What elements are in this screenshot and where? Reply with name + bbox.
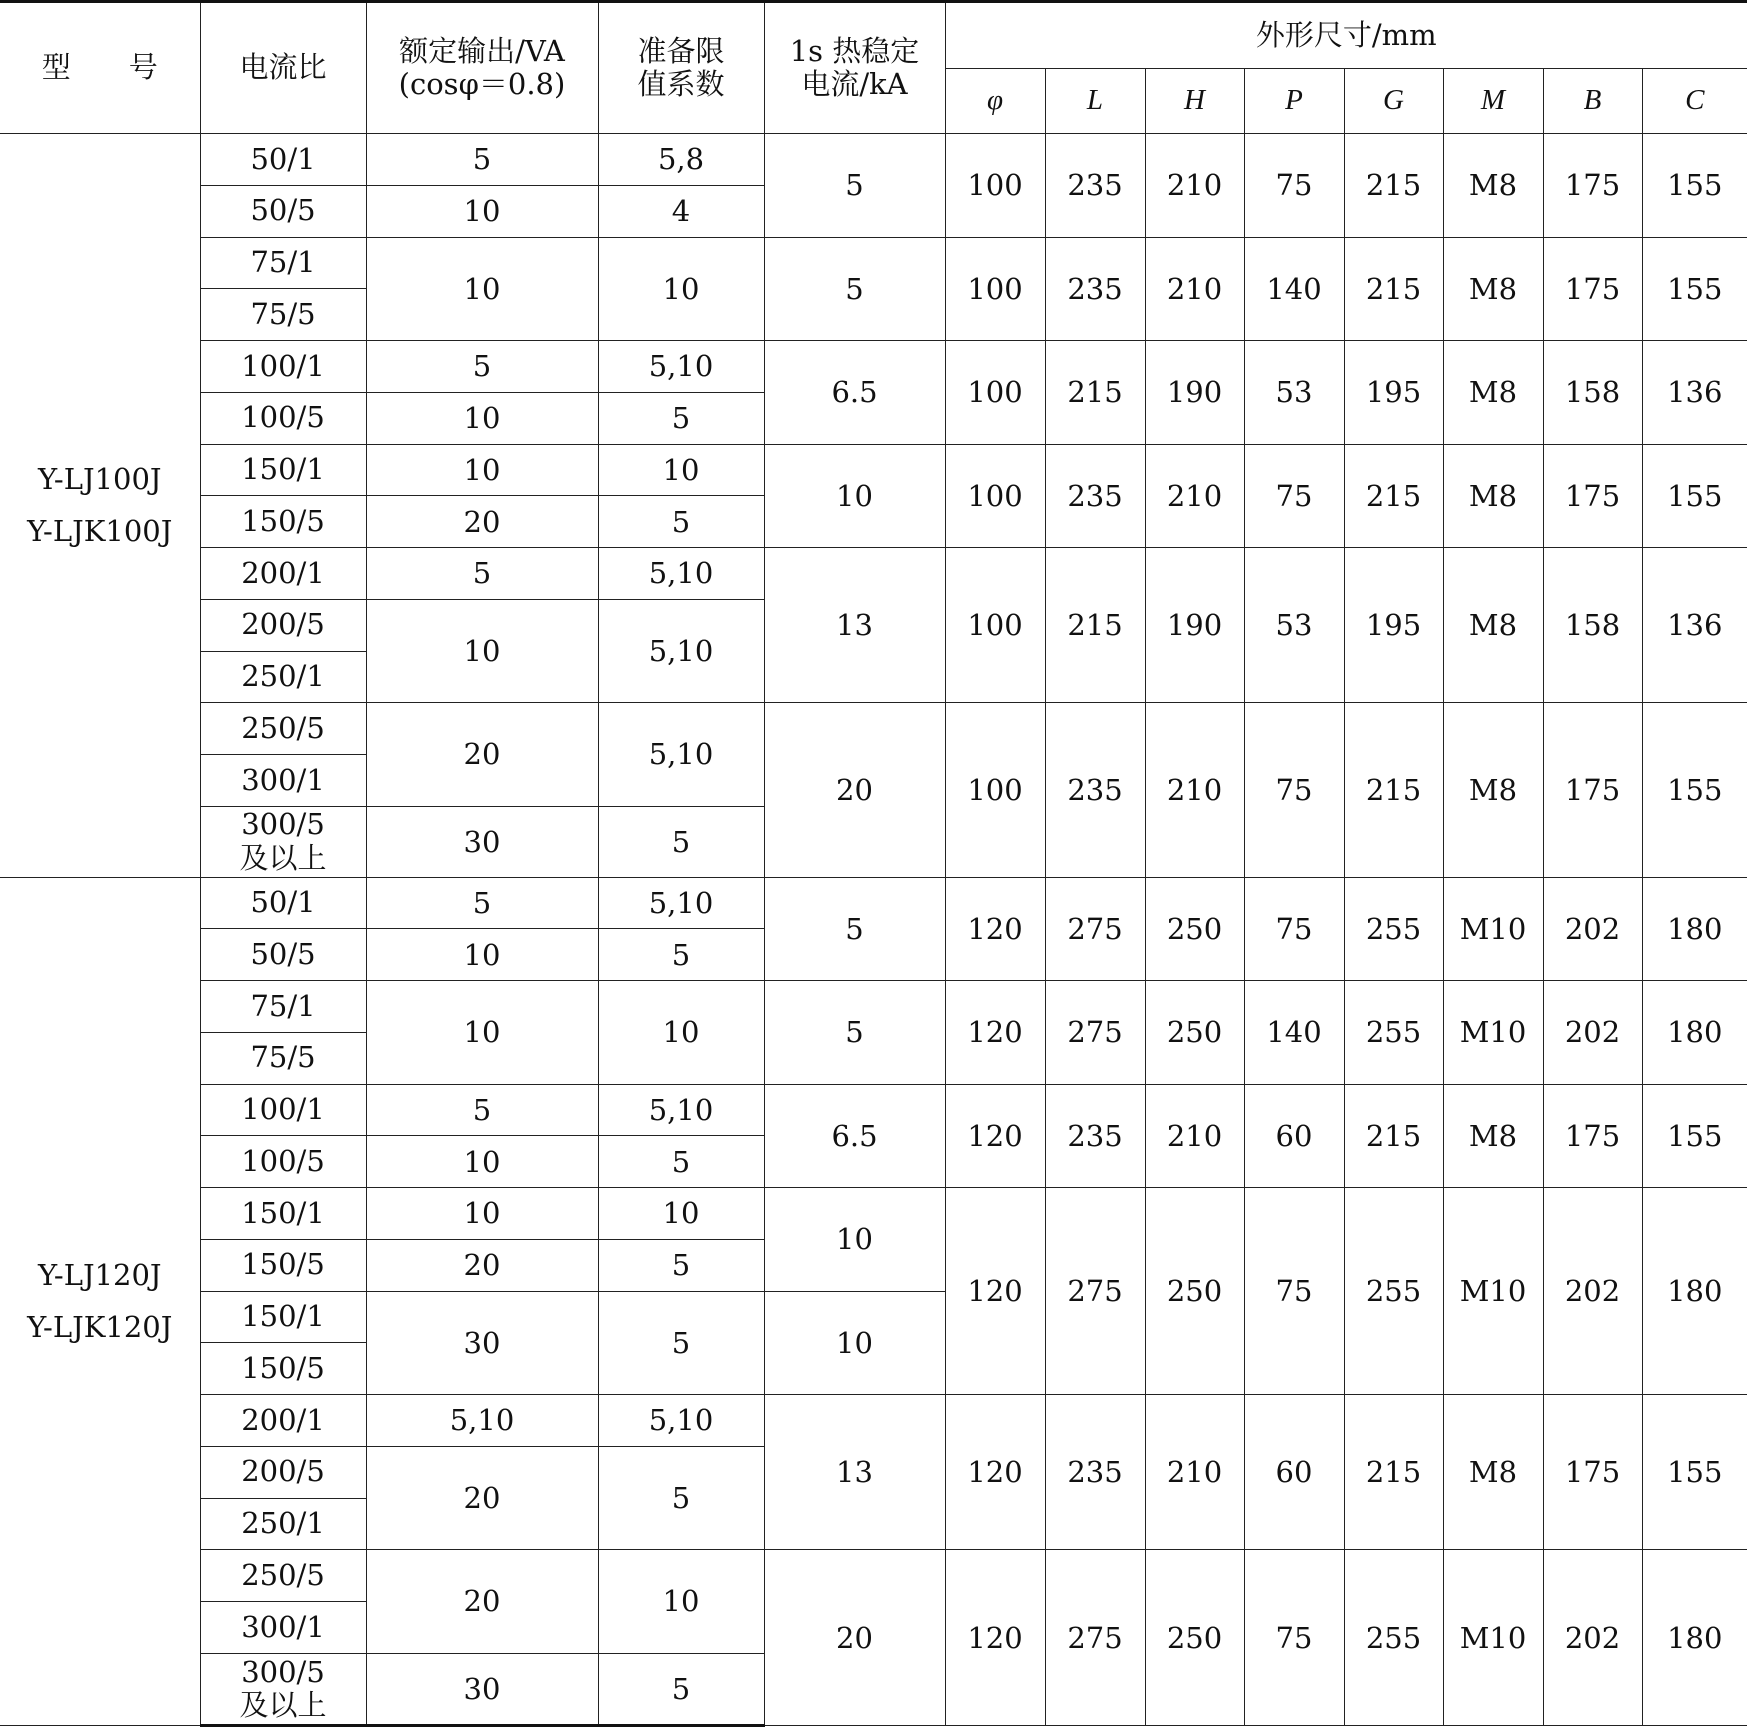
dim-m-cell: M8 xyxy=(1443,134,1543,238)
table-row xyxy=(0,341,1747,393)
dim-l-cell: 275 xyxy=(1045,1188,1145,1395)
rated-output-cell: 10 xyxy=(366,929,598,981)
accuracy-limit-cell: 5,10 xyxy=(598,877,764,929)
dim-phi-cell: 120 xyxy=(945,1550,1045,1726)
ratio-cell: 50/1 xyxy=(200,134,366,186)
dim-b-cell: 158 xyxy=(1543,548,1642,703)
rated-output-cell: 20 xyxy=(366,703,598,807)
ratio-cell: 150/1 xyxy=(200,444,366,496)
table-row xyxy=(0,1084,1747,1136)
dim-h-cell: 210 xyxy=(1145,134,1244,238)
ratio-cell: 300/5 及以上 xyxy=(200,1653,366,1725)
table-row xyxy=(0,1395,1747,1447)
dim-l-cell: 235 xyxy=(1045,134,1145,238)
rated-output-cell: 10 xyxy=(366,981,598,1085)
dim-b-cell: 175 xyxy=(1543,237,1642,341)
dim-g-cell: 215 xyxy=(1344,237,1443,341)
table-body xyxy=(0,134,1747,1726)
accuracy-limit-cell: 5 xyxy=(598,1446,764,1550)
dim-g-cell: 215 xyxy=(1344,1395,1443,1550)
rated-output-cell: 20 xyxy=(366,1446,598,1550)
ratio-cell: 150/1 xyxy=(200,1188,366,1240)
ratio-cell: 150/5 xyxy=(200,1239,366,1291)
rated-output-cell: 5 xyxy=(366,134,598,186)
dim-p-cell: 53 xyxy=(1244,341,1344,445)
table-row xyxy=(0,877,1747,929)
table-row xyxy=(0,1188,1747,1240)
ratio-cell: 200/5 xyxy=(200,599,366,651)
thermal-current-cell: 5 xyxy=(764,237,945,341)
dim-h-cell: 210 xyxy=(1145,444,1244,548)
dim-m-cell: M8 xyxy=(1443,341,1543,445)
dim-m-cell: M10 xyxy=(1443,1550,1543,1726)
ratio-cell: 100/1 xyxy=(200,1084,366,1136)
dim-h-cell: 250 xyxy=(1145,981,1244,1085)
dim-l-cell: 215 xyxy=(1045,548,1145,703)
dim-h-cell: 210 xyxy=(1145,237,1244,341)
rated-output-cell: 10 xyxy=(366,1188,598,1240)
rated-output-cell: 10 xyxy=(366,444,598,496)
ratio-cell: 100/1 xyxy=(200,341,366,393)
dim-b-cell: 202 xyxy=(1543,1550,1642,1726)
model-cell: Y-LJ100J Y-LJK100J xyxy=(0,134,200,878)
dim-l-cell: 235 xyxy=(1045,1084,1145,1188)
thermal-current-cell: 13 xyxy=(764,548,945,703)
accuracy-limit-cell: 5,10 xyxy=(598,703,764,807)
accuracy-limit-cell: 5 xyxy=(598,392,764,444)
dim-phi-cell: 100 xyxy=(945,237,1045,341)
table-row xyxy=(0,134,1747,186)
ratio-cell: 150/1 xyxy=(200,1291,366,1343)
rated-output-cell: 5 xyxy=(366,1084,598,1136)
dim-b-cell: 202 xyxy=(1543,981,1642,1085)
dim-h-cell: 250 xyxy=(1145,1188,1244,1395)
dim-c-cell: 180 xyxy=(1642,1188,1747,1395)
header-dim-l: L xyxy=(1045,69,1145,134)
thermal-current-cell: 13 xyxy=(764,1395,945,1550)
header-rated-output: 额定输出/VA (cosφ＝0.8) xyxy=(366,2,598,134)
ratio-cell: 75/1 xyxy=(200,981,366,1033)
dim-b-cell: 202 xyxy=(1543,877,1642,981)
dim-p-cell: 75 xyxy=(1244,444,1344,548)
ratio-cell: 250/1 xyxy=(200,1498,366,1550)
dim-m-cell: M8 xyxy=(1443,703,1543,877)
dim-p-cell: 75 xyxy=(1244,703,1344,877)
accuracy-limit-cell: 5,10 xyxy=(598,341,764,393)
dim-l-cell: 235 xyxy=(1045,237,1145,341)
dim-m-cell: M8 xyxy=(1443,1084,1543,1188)
thermal-current-cell: 20 xyxy=(764,703,945,877)
thermal-current-cell: 6.5 xyxy=(764,1084,945,1188)
header-dim-c: C xyxy=(1642,69,1747,134)
rated-output-cell: 10 xyxy=(366,599,598,703)
dim-p-cell: 60 xyxy=(1244,1395,1344,1550)
accuracy-limit-cell: 10 xyxy=(598,1188,764,1240)
dim-c-cell: 155 xyxy=(1642,1395,1747,1550)
dim-c-cell: 155 xyxy=(1642,1084,1747,1188)
dim-l-cell: 215 xyxy=(1045,341,1145,445)
accuracy-limit-cell: 4 xyxy=(598,185,764,237)
dim-l-cell: 275 xyxy=(1045,1550,1145,1726)
dim-p-cell: 75 xyxy=(1244,134,1344,238)
ratio-cell: 250/5 xyxy=(200,1550,366,1602)
dim-phi-cell: 100 xyxy=(945,703,1045,877)
dim-phi-cell: 100 xyxy=(945,548,1045,703)
header-model: 型 号 xyxy=(0,2,200,134)
dim-p-cell: 140 xyxy=(1244,237,1344,341)
dim-g-cell: 255 xyxy=(1344,981,1443,1085)
accuracy-limit-cell: 10 xyxy=(598,1550,764,1654)
dim-b-cell: 175 xyxy=(1543,1084,1642,1188)
rated-output-cell: 20 xyxy=(366,1550,598,1654)
model-cell: Y-LJ120J Y-LJK120J xyxy=(0,877,200,1725)
rated-output-cell: 5 xyxy=(366,877,598,929)
accuracy-limit-cell: 5,10 xyxy=(598,599,764,703)
header-thermal-current: 1s 热稳定 电流/kA xyxy=(764,2,945,134)
dim-c-cell: 155 xyxy=(1642,703,1747,877)
thermal-current-cell: 10 xyxy=(764,1291,945,1395)
ratio-cell: 50/1 xyxy=(200,877,366,929)
ratio-cell: 75/5 xyxy=(200,1032,366,1084)
dim-g-cell: 215 xyxy=(1344,444,1443,548)
dim-h-cell: 190 xyxy=(1145,548,1244,703)
accuracy-limit-cell: 5 xyxy=(598,1239,764,1291)
dim-b-cell: 202 xyxy=(1543,1188,1642,1395)
dim-p-cell: 53 xyxy=(1244,548,1344,703)
rated-output-cell: 10 xyxy=(366,185,598,237)
dim-m-cell: M8 xyxy=(1443,237,1543,341)
dim-c-cell: 155 xyxy=(1642,134,1747,238)
ratio-cell: 150/5 xyxy=(200,1343,366,1395)
table-row xyxy=(0,981,1747,1033)
dim-p-cell: 140 xyxy=(1244,981,1344,1085)
thermal-current-cell: 20 xyxy=(764,1550,945,1726)
dim-c-cell: 155 xyxy=(1642,237,1747,341)
dim-l-cell: 235 xyxy=(1045,703,1145,877)
ratio-cell: 200/1 xyxy=(200,1395,366,1447)
accuracy-limit-cell: 5,10 xyxy=(598,548,764,600)
table-row xyxy=(0,444,1747,496)
dim-p-cell: 75 xyxy=(1244,877,1344,981)
dim-phi-cell: 120 xyxy=(945,877,1045,981)
dim-m-cell: M10 xyxy=(1443,877,1543,981)
rated-output-cell: 5 xyxy=(366,548,598,600)
rated-output-cell: 5 xyxy=(366,341,598,393)
rated-output-cell: 30 xyxy=(366,1291,598,1395)
dim-h-cell: 190 xyxy=(1145,341,1244,445)
accuracy-limit-cell: 10 xyxy=(598,444,764,496)
table-row xyxy=(0,548,1747,600)
ratio-cell: 200/5 xyxy=(200,1446,366,1498)
rated-output-cell: 10 xyxy=(366,237,598,341)
accuracy-limit-cell: 5,10 xyxy=(598,1395,764,1447)
accuracy-limit-cell: 5,8 xyxy=(598,134,764,186)
dim-b-cell: 175 xyxy=(1543,1395,1642,1550)
dim-l-cell: 275 xyxy=(1045,877,1145,981)
ratio-cell: 150/5 xyxy=(200,496,366,548)
dim-phi-cell: 120 xyxy=(945,981,1045,1085)
dim-c-cell: 136 xyxy=(1642,341,1747,445)
rated-output-cell: 20 xyxy=(366,496,598,548)
header-current-ratio: 电流比 xyxy=(200,2,366,134)
dim-phi-cell: 100 xyxy=(945,134,1045,238)
accuracy-limit-cell: 5 xyxy=(598,806,764,877)
dim-g-cell: 255 xyxy=(1344,877,1443,981)
dim-c-cell: 155 xyxy=(1642,444,1747,548)
header-dim-phi: φ xyxy=(945,69,1045,134)
accuracy-limit-cell: 5 xyxy=(598,929,764,981)
dim-m-cell: M10 xyxy=(1443,1188,1543,1395)
dim-phi-cell: 120 xyxy=(945,1188,1045,1395)
dim-p-cell: 60 xyxy=(1244,1084,1344,1188)
accuracy-limit-cell: 5 xyxy=(598,1291,764,1395)
dim-l-cell: 235 xyxy=(1045,444,1145,548)
dim-c-cell: 180 xyxy=(1642,1550,1747,1726)
dim-h-cell: 250 xyxy=(1145,1550,1244,1726)
ratio-cell: 300/1 xyxy=(200,755,366,807)
thermal-current-cell: 10 xyxy=(764,1188,945,1292)
ratio-cell: 75/1 xyxy=(200,237,366,289)
dim-h-cell: 250 xyxy=(1145,877,1244,981)
dim-h-cell: 210 xyxy=(1145,703,1244,877)
ratio-cell: 250/5 xyxy=(200,703,366,755)
table-row xyxy=(0,703,1747,755)
table-row xyxy=(0,1550,1747,1602)
dim-phi-cell: 100 xyxy=(945,341,1045,445)
dim-phi-cell: 100 xyxy=(945,444,1045,548)
thermal-current-cell: 6.5 xyxy=(764,341,945,445)
dim-p-cell: 75 xyxy=(1244,1188,1344,1395)
dim-g-cell: 255 xyxy=(1344,1188,1443,1395)
dim-phi-cell: 120 xyxy=(945,1084,1045,1188)
dim-b-cell: 158 xyxy=(1543,341,1642,445)
ratio-cell: 300/5 及以上 xyxy=(200,806,366,877)
thermal-current-cell: 5 xyxy=(764,134,945,238)
header-dim-g: G xyxy=(1344,69,1443,134)
thermal-current-cell: 5 xyxy=(764,877,945,981)
accuracy-limit-cell: 5,10 xyxy=(598,1084,764,1136)
rated-output-cell: 20 xyxy=(366,1239,598,1291)
dim-c-cell: 136 xyxy=(1642,548,1747,703)
accuracy-limit-cell: 10 xyxy=(598,237,764,341)
ratio-cell: 50/5 xyxy=(200,185,366,237)
dim-c-cell: 180 xyxy=(1642,981,1747,1085)
ratio-cell: 75/5 xyxy=(200,289,366,341)
rated-output-cell: 10 xyxy=(366,392,598,444)
thermal-current-cell: 5 xyxy=(764,981,945,1085)
ratio-cell: 200/1 xyxy=(200,548,366,600)
dim-g-cell: 215 xyxy=(1344,1084,1443,1188)
ratio-cell: 50/5 xyxy=(200,929,366,981)
dim-g-cell: 195 xyxy=(1344,341,1443,445)
dim-h-cell: 210 xyxy=(1145,1395,1244,1550)
rated-output-cell: 30 xyxy=(366,806,598,877)
dim-m-cell: M8 xyxy=(1443,1395,1543,1550)
dim-b-cell: 175 xyxy=(1543,444,1642,548)
accuracy-limit-cell: 10 xyxy=(598,981,764,1085)
ratio-cell: 100/5 xyxy=(200,1136,366,1188)
dim-g-cell: 255 xyxy=(1344,1550,1443,1726)
header-dim-m: M xyxy=(1443,69,1543,134)
header-dim-p: P xyxy=(1244,69,1344,134)
dim-m-cell: M10 xyxy=(1443,981,1543,1085)
dim-c-cell: 180 xyxy=(1642,877,1747,981)
dim-b-cell: 175 xyxy=(1543,703,1642,877)
header-accuracy-limit-factor: 准备限 值系数 xyxy=(598,2,764,134)
ratio-cell: 300/1 xyxy=(200,1602,366,1654)
accuracy-limit-cell: 5 xyxy=(598,1653,764,1725)
ratio-cell: 100/5 xyxy=(200,392,366,444)
thermal-current-cell: 10 xyxy=(764,444,945,548)
table-row xyxy=(0,237,1747,289)
dim-g-cell: 195 xyxy=(1344,548,1443,703)
header-dim-b: B xyxy=(1543,69,1642,134)
header-dim-h: H xyxy=(1145,69,1244,134)
dim-m-cell: M8 xyxy=(1443,444,1543,548)
dim-g-cell: 215 xyxy=(1344,134,1443,238)
dim-phi-cell: 120 xyxy=(945,1395,1045,1550)
dim-m-cell: M8 xyxy=(1443,548,1543,703)
accuracy-limit-cell: 5 xyxy=(598,1136,764,1188)
rated-output-cell: 30 xyxy=(366,1653,598,1725)
dim-h-cell: 210 xyxy=(1145,1084,1244,1188)
dim-g-cell: 215 xyxy=(1344,703,1443,877)
dim-l-cell: 275 xyxy=(1045,981,1145,1085)
header-dimensions: 外形尺寸/mm xyxy=(945,2,1747,69)
rated-output-cell: 10 xyxy=(366,1136,598,1188)
dim-l-cell: 235 xyxy=(1045,1395,1145,1550)
dim-b-cell: 175 xyxy=(1543,134,1642,238)
ratio-cell: 250/1 xyxy=(200,651,366,703)
rated-output-cell: 5,10 xyxy=(366,1395,598,1447)
dim-p-cell: 75 xyxy=(1244,1550,1344,1726)
accuracy-limit-cell: 5 xyxy=(598,496,764,548)
